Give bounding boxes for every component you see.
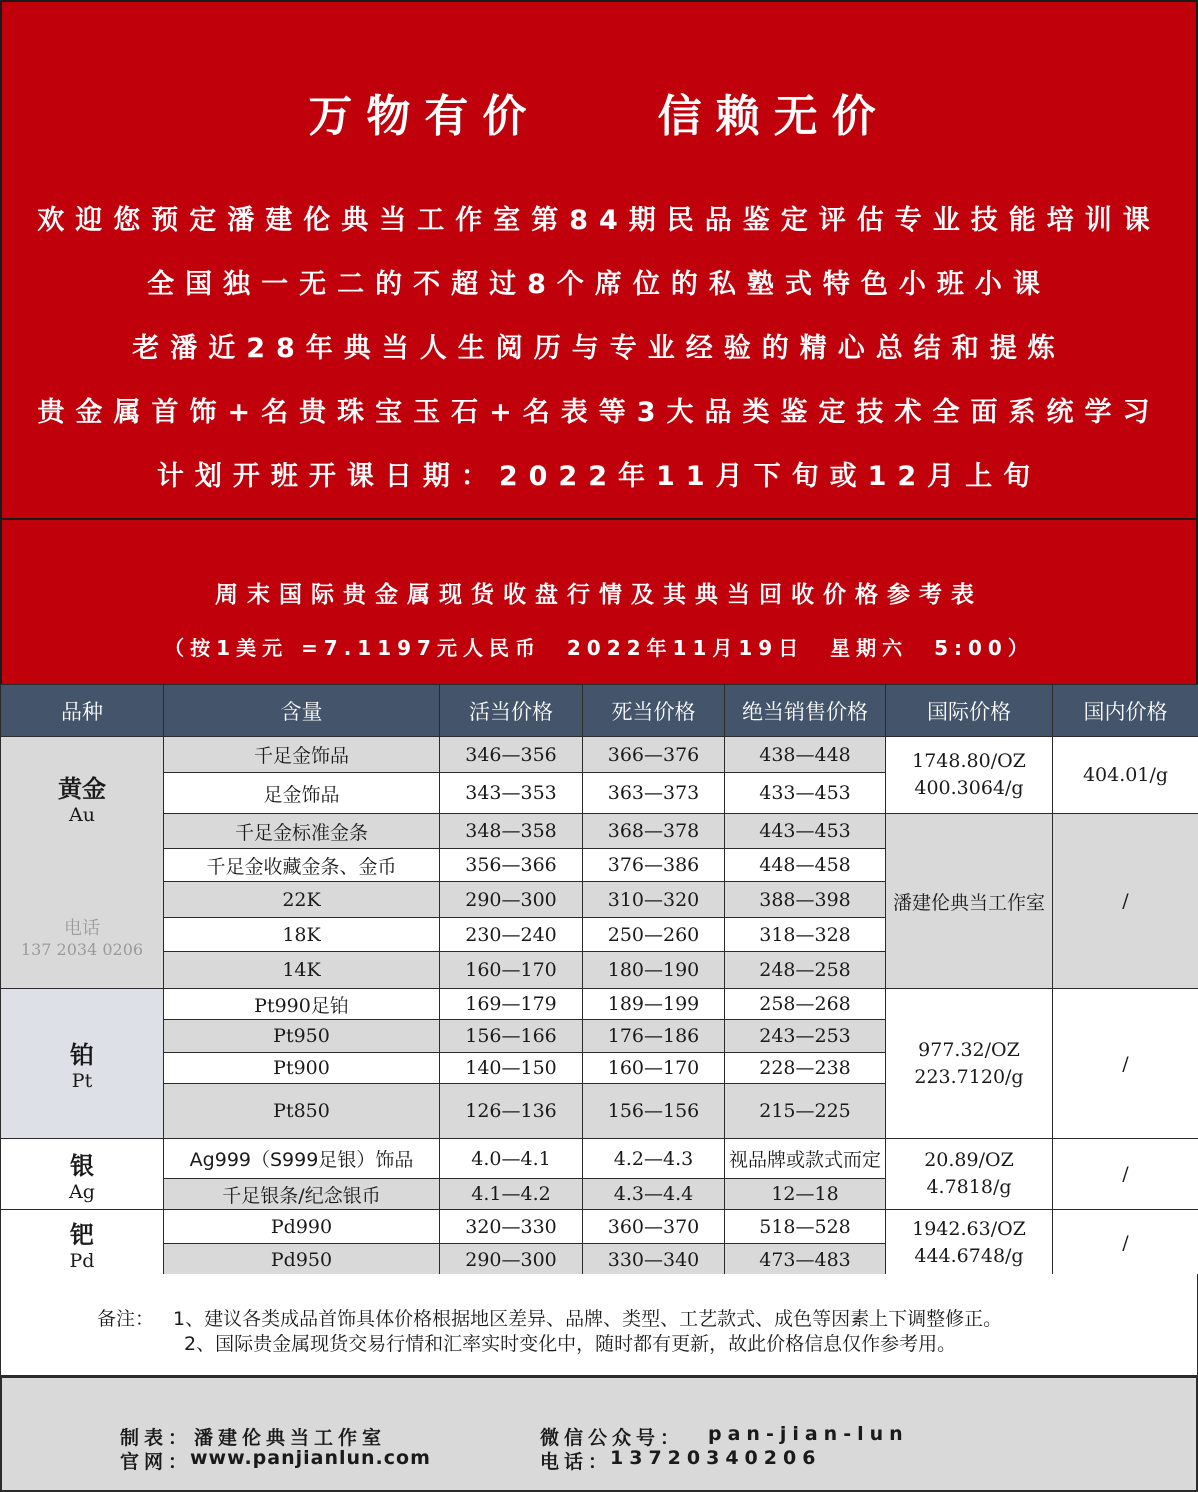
silver-intl-g: 4.7818/g — [926, 1176, 1012, 1198]
item-name: 14K — [164, 952, 440, 989]
item-name: 千足金饰品 — [164, 737, 440, 773]
dead-price: 176—186 — [583, 1020, 725, 1053]
dead-price: 366—376 — [583, 737, 725, 773]
item-name: 足金饰品 — [164, 773, 440, 814]
promo-banner — [0, 0, 1198, 520]
dead-price: 250—260 — [583, 918, 725, 952]
col-header-dead-price: 死当价格 — [583, 685, 725, 737]
table-title: 周末国际贵金属现货收盘行情及其典当回收价格参考表 — [215, 582, 983, 608]
palladium-name: 钯 — [70, 1220, 94, 1249]
col-header-intl-price: 国际价格 — [886, 685, 1053, 737]
footer-site-link[interactable]: www.panjianlun.com — [190, 1447, 431, 1469]
promo-line-1: 欢迎您预定潘建伦典当工作室第84期民品鉴定评估专业技能培训课 — [37, 205, 1161, 236]
footer-phone-label: 电话： — [540, 1451, 613, 1473]
silver-symbol: Ag — [69, 1180, 95, 1203]
platinum-intl-g: 223.7120/g — [914, 1065, 1024, 1088]
item-name: Pd950 — [164, 1244, 440, 1277]
note-2: 2、国际贵金属现货交易行情和汇率实时变化中，随时都有更新，故此价格信息仅作参考用。 — [184, 1333, 957, 1355]
footer-site-label: 官网： — [120, 1451, 193, 1473]
promo-line-4: 贵金属首饰+名贵珠宝玉石+名表等3大品类鉴定技术全面系统学习 — [37, 397, 1161, 428]
item-name: Pt900 — [164, 1053, 440, 1084]
dead-price: 310—320 — [583, 882, 725, 918]
footer-maker: 潘建伦典当工作室 — [194, 1427, 387, 1449]
live-price: 140—150 — [440, 1053, 583, 1084]
table-row — [1, 989, 1198, 1020]
promo-line-5: 计划开班开课日期：2022年11月下旬或12月上旬 — [156, 461, 1042, 492]
dead-price: 4.3—4.4 — [583, 1179, 725, 1210]
gold-phone-number: 137 2034 0206 — [20, 940, 144, 959]
price-table — [0, 684, 1198, 1277]
table-row — [1, 814, 1198, 849]
gold-phone-label: 电话 — [64, 918, 100, 939]
gold-intl-price — [886, 737, 1053, 814]
dead-price: 180—190 — [583, 952, 725, 989]
exchange-rate-line: （按1美元 =7.1197元人民币 2022年11月19日 星期六 5:00） — [164, 636, 1034, 660]
sale-price: 243—253 — [725, 1020, 886, 1053]
col-header-domestic-price: 国内价格 — [1053, 685, 1198, 737]
table-row — [1, 737, 1198, 773]
live-price: 169—179 — [440, 989, 583, 1020]
notes-label: 备注： — [97, 1308, 155, 1330]
silver-domestic-price: / — [1053, 1139, 1198, 1210]
notes-section — [0, 1274, 1198, 1376]
table-title-banner — [0, 520, 1198, 684]
col-header-live-price: 活当价格 — [440, 685, 583, 737]
table-header-row — [1, 685, 1198, 737]
live-price: 346—356 — [440, 737, 583, 773]
live-price: 160—170 — [440, 952, 583, 989]
item-name: 千足金标准金条 — [164, 814, 440, 849]
live-price: 126—136 — [440, 1084, 583, 1139]
palladium-intl-oz: 1942.63/OZ — [912, 1218, 1026, 1240]
item-name: Pt950 — [164, 1020, 440, 1053]
live-price: 348—358 — [440, 814, 583, 849]
gold-bar-domestic-price: / — [1053, 814, 1198, 989]
sale-price: 12—18 — [725, 1179, 886, 1210]
col-header-content: 含量 — [164, 685, 440, 737]
dead-price: 360—370 — [583, 1210, 725, 1244]
platinum-intl-price — [886, 989, 1053, 1139]
sale-price: 443—453 — [725, 814, 886, 849]
dead-price: 363—373 — [583, 773, 725, 814]
palladium-category-cell — [1, 1210, 164, 1277]
palladium-symbol: Pd — [69, 1249, 95, 1272]
item-name: Ag999（S999足银）饰品 — [164, 1139, 440, 1179]
live-price: 343—353 — [440, 773, 583, 814]
footer-maker-label: 制表： — [120, 1427, 193, 1449]
sale-price: 433—453 — [725, 773, 886, 814]
watermark-cell: 潘建伦典当工作室 — [886, 814, 1053, 989]
live-price: 4.1—4.2 — [440, 1179, 583, 1210]
dead-price: 376—386 — [583, 849, 725, 882]
sale-price: 228—238 — [725, 1053, 886, 1084]
sale-price: 388—398 — [725, 882, 886, 918]
sale-price: 448—458 — [725, 849, 886, 882]
dead-price: 368—378 — [583, 814, 725, 849]
live-price: 320—330 — [440, 1210, 583, 1244]
gold-intl-g: 400.3064/g — [914, 777, 1024, 799]
sale-price: 视品牌或款式而定 — [725, 1139, 886, 1179]
platinum-symbol: Pt — [71, 1070, 93, 1092]
item-name: 千足金收藏金条、金币 — [164, 849, 440, 882]
sale-price: 473—483 — [725, 1244, 886, 1277]
live-price: 4.0—4.1 — [440, 1139, 583, 1179]
dead-price: 189—199 — [583, 989, 725, 1020]
live-price: 230—240 — [440, 918, 583, 952]
platinum-name: 铂 — [70, 1041, 94, 1069]
platinum-category-cell — [1, 989, 164, 1139]
sale-price: 318—328 — [725, 918, 886, 952]
item-name: Pt850 — [164, 1084, 440, 1139]
platinum-intl-oz: 977.32/OZ — [918, 1038, 1020, 1061]
col-header-category: 品种 — [1, 685, 164, 737]
footer — [0, 1376, 1198, 1492]
note-1: 1、建议各类成品首饰具体价格根据地区差异、品牌、类型、工艺款式、成色等因素上下调整修正。 — [173, 1308, 1003, 1330]
item-name: Pd990 — [164, 1210, 440, 1244]
palladium-intl-price — [886, 1210, 1053, 1277]
dead-price: 4.2—4.3 — [583, 1139, 725, 1179]
col-header-sale-price: 绝当销售价格 — [725, 685, 886, 737]
gold-name: 黄金 — [58, 775, 106, 803]
table-row — [1, 1210, 1198, 1244]
live-price: 156—166 — [440, 1020, 583, 1053]
sale-price: 518—528 — [725, 1210, 886, 1244]
dead-price: 160—170 — [583, 1053, 725, 1084]
sale-price: 215—225 — [725, 1084, 886, 1139]
live-price: 290—300 — [440, 882, 583, 918]
slogan: 万物有价 信赖无价 — [308, 91, 890, 142]
gold-symbol: Au — [69, 804, 95, 826]
live-price: 356—366 — [440, 849, 583, 882]
live-price: 290—300 — [440, 1244, 583, 1277]
item-name: 22K — [164, 882, 440, 918]
silver-intl-price — [886, 1139, 1053, 1210]
footer-wechat: pan-jian-lun — [708, 1423, 909, 1445]
gold-domestic-price: 404.01/g — [1053, 737, 1198, 814]
footer-phone: 13720340206 — [610, 1447, 822, 1469]
item-name: Pt990足铂 — [164, 989, 440, 1020]
footer-wechat-label: 微信公众号： — [540, 1427, 685, 1449]
gold-category-cell — [1, 737, 164, 989]
promo-line-3: 老潘近28年典当人生阅历与专业经验的精心总结和提炼 — [132, 333, 1066, 364]
palladium-domestic-price: / — [1053, 1210, 1198, 1277]
dead-price: 156—156 — [583, 1084, 725, 1139]
gold-intl-oz: 1748.80/OZ — [912, 750, 1026, 772]
item-name: 18K — [164, 918, 440, 952]
table-row — [1, 1139, 1198, 1179]
sale-price: 258—268 — [725, 989, 886, 1020]
dead-price: 330—340 — [583, 1244, 725, 1277]
silver-category-cell — [1, 1139, 164, 1210]
sale-price: 438—448 — [725, 737, 886, 773]
platinum-domestic-price: / — [1053, 989, 1198, 1139]
silver-name: 银 — [70, 1151, 94, 1180]
silver-intl-oz: 20.89/OZ — [924, 1149, 1014, 1171]
palladium-intl-g: 444.6748/g — [914, 1245, 1024, 1267]
sale-price: 248—258 — [725, 952, 886, 989]
promo-line-2: 全国独一无二的不超过8个席位的私塾式特色小班小课 — [147, 269, 1051, 300]
item-name: 千足银条/纪念银币 — [164, 1179, 440, 1210]
